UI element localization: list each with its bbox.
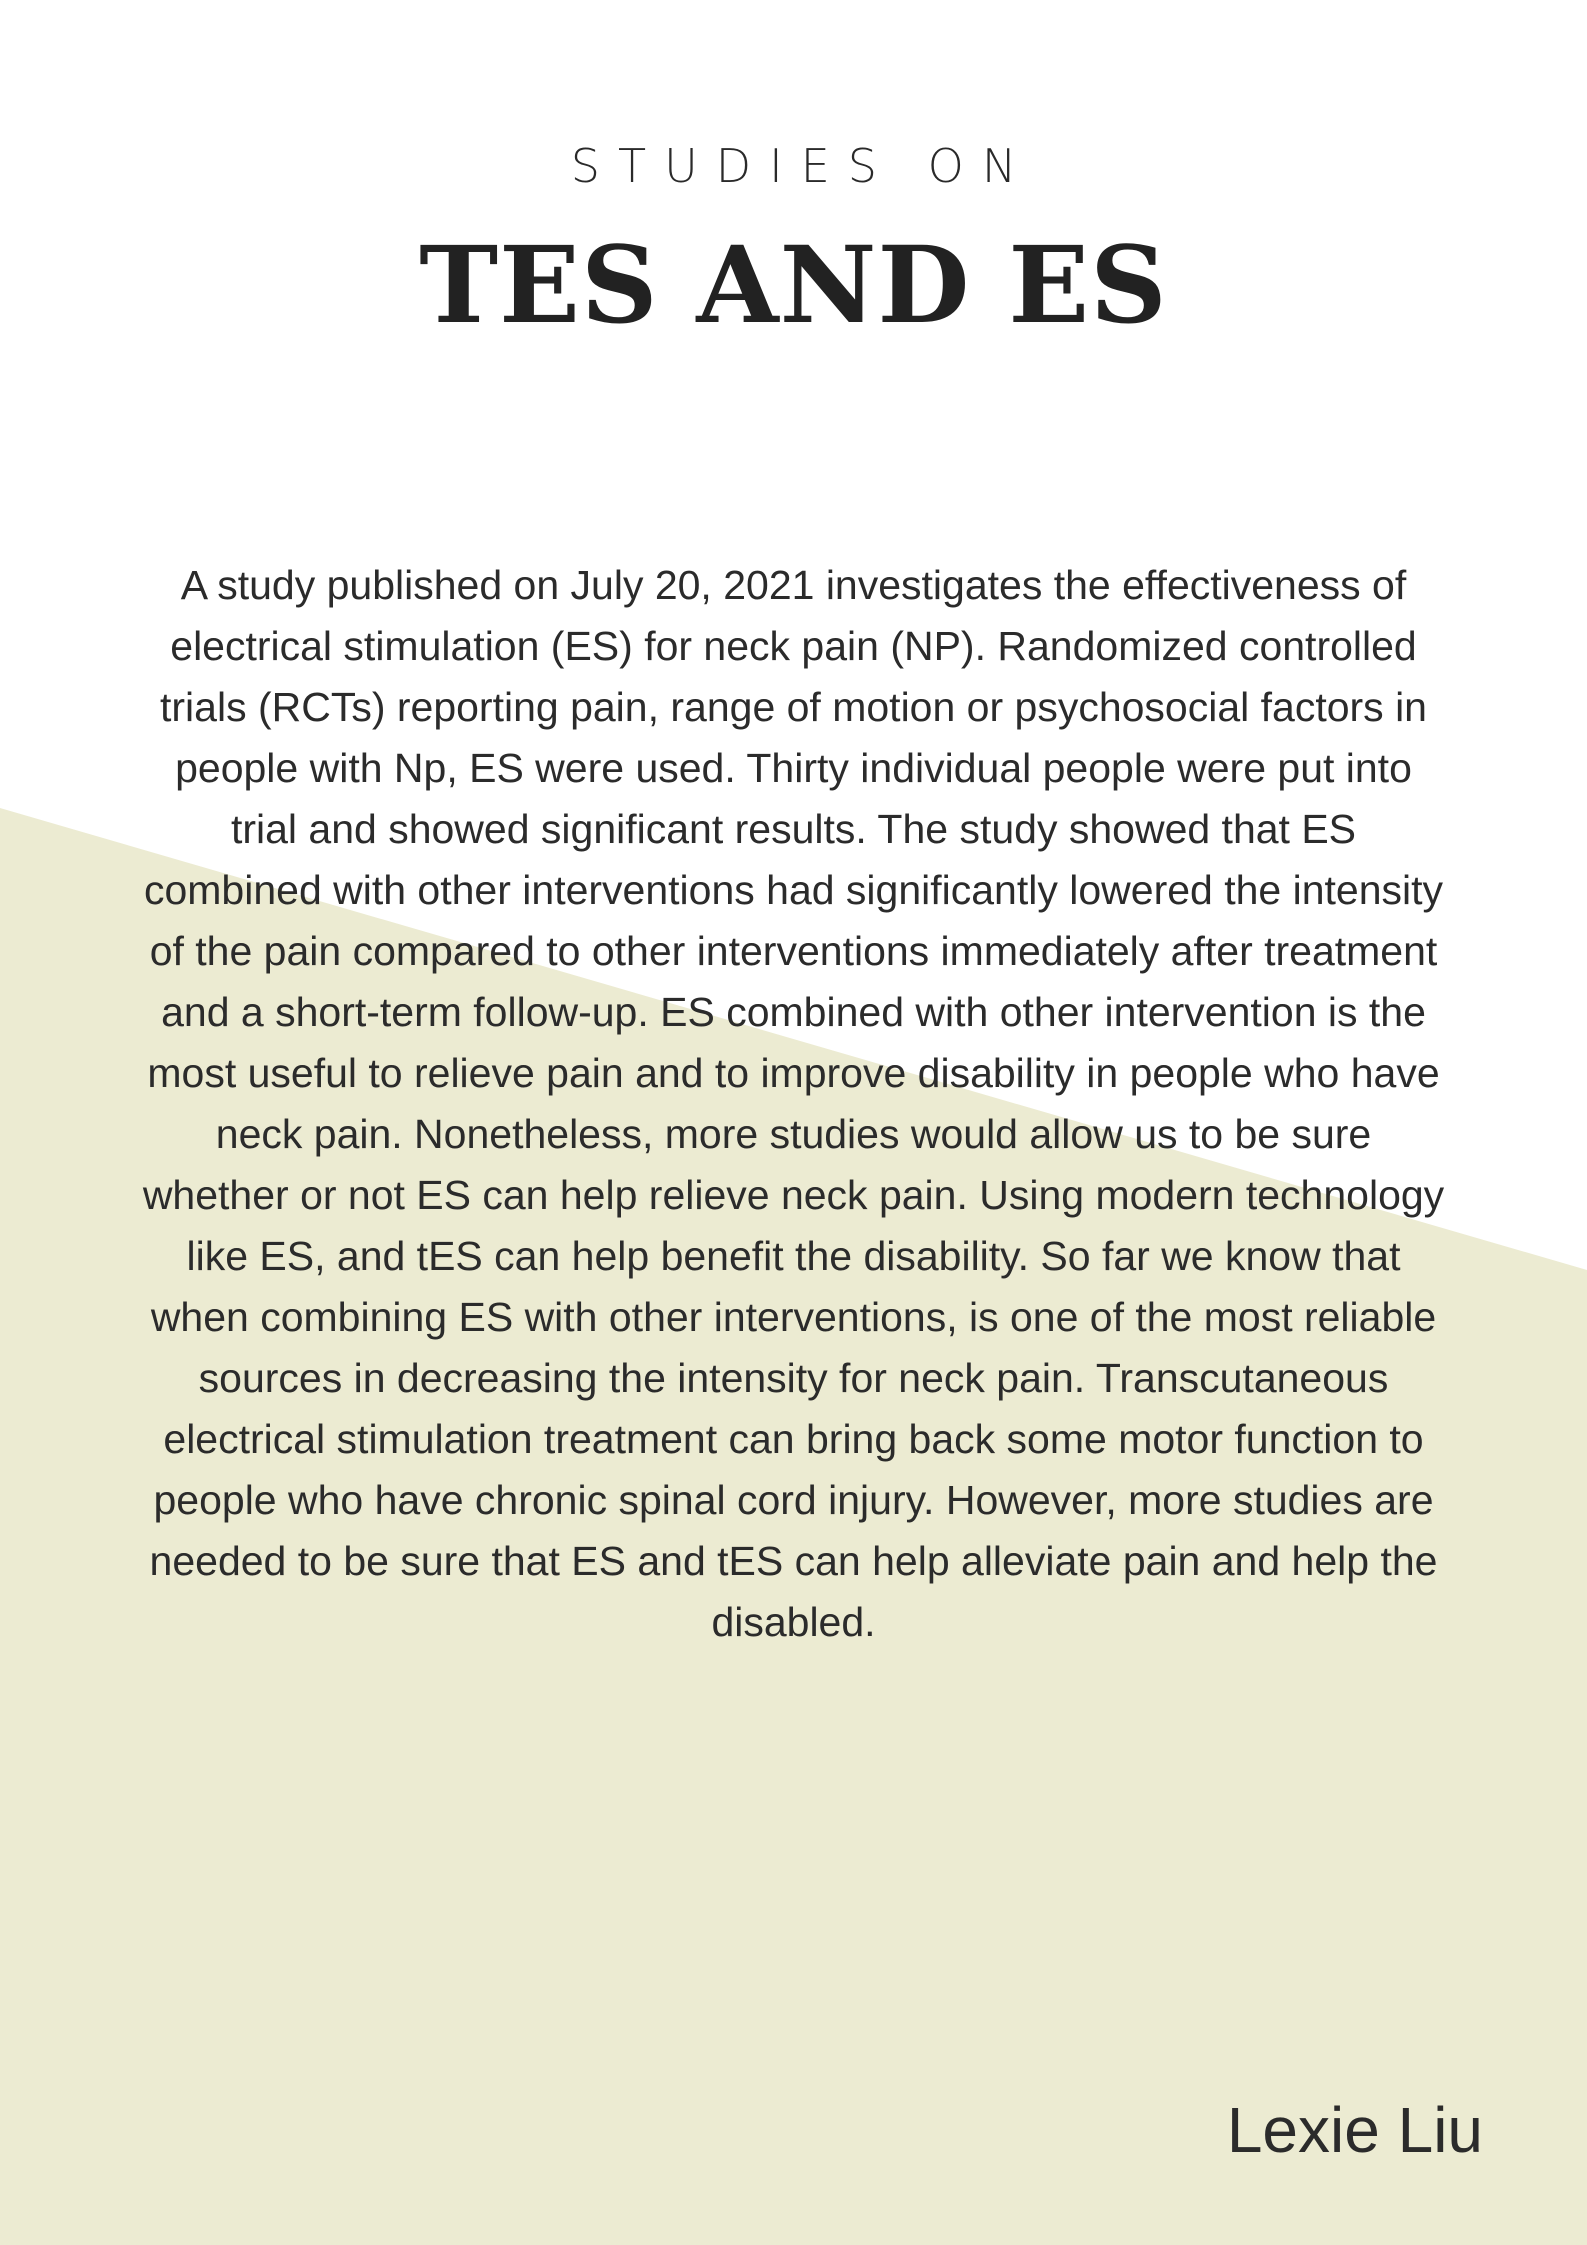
body-paragraph: A study published on July 20, 2021 investigates the effectiveness of electrical stimulation (ES) for neck pain (NP). Randomized controlled trials (RCTs) reporting pain, range of motion or psychosocial factors in people with Np, ES were used. Thirty individual people were put into trial and showed significant results. The study showed that ES combined with other interventions had significantly lowered the intensity of the pain compared to other interventions immediately after treatment and a short-term follow-up. ES combined with other intervention is the most useful to relieve pain and to improve disability in people who have neck pain. Nonetheless, more studies would allow us to be sure whether or not ES can help relieve neck pain. Using modern technology like ES, and tES can help benefit the disability. So far we know that when combining ES with other interventions, is one of the most reliable sources in decreasing the intensity for neck pain. Transcutaneous electrical stimulation treatment can bring back some motor function to people who have chronic spinal cord injury. However, more studies are needed to be sure that ES and tES can help alleviate pain and help the disabled. — [142, 562, 1445, 1645]
page-title: TES AND ES — [419, 222, 1168, 347]
page-subtitle: STUDIES ON — [570, 139, 1035, 193]
author-name: Lexie Liu — [1226, 2094, 1483, 2166]
